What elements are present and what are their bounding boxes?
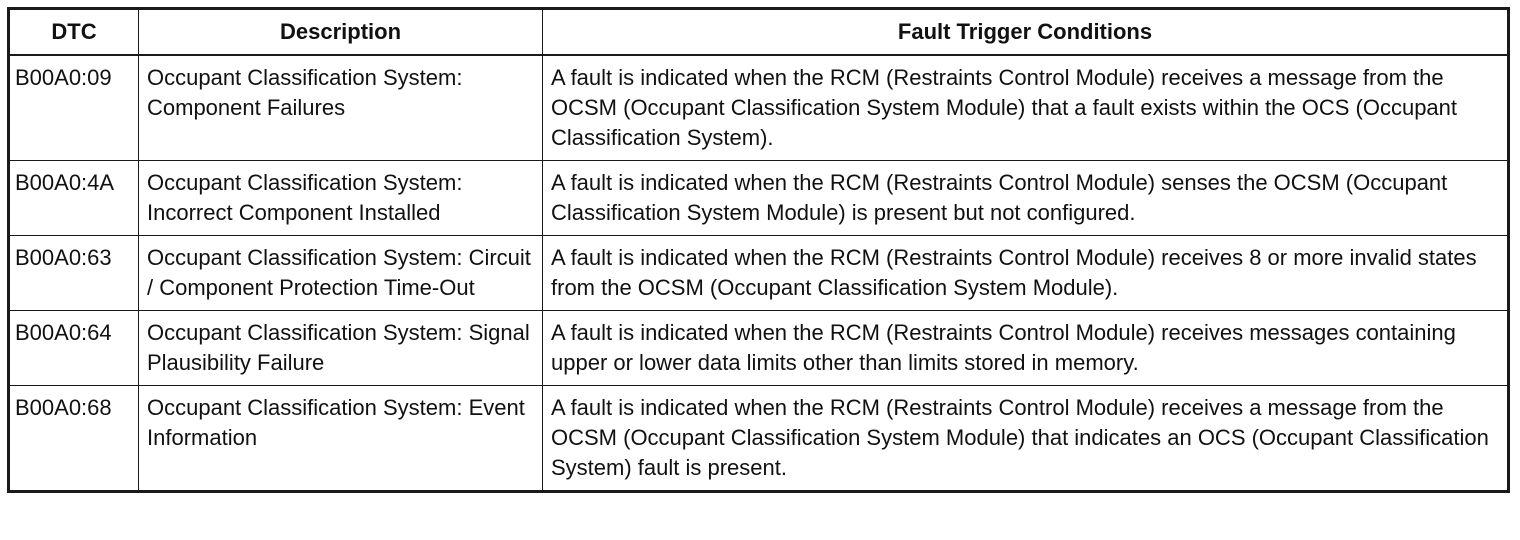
dtc-description: Occupant Classification System: Component Failures xyxy=(139,55,543,161)
table-header-row xyxy=(9,9,1509,56)
dtc-code: B00A0:63 xyxy=(9,236,139,311)
table-row xyxy=(9,386,1509,492)
table-row xyxy=(9,311,1509,386)
fault-trigger-condition: A fault is indicated when the RCM (Restraints Control Module) receives messages containing upper or lower data limits other than limits stored in memory. xyxy=(543,311,1509,386)
table-row xyxy=(9,236,1509,311)
fault-trigger-condition: A fault is indicated when the RCM (Restraints Control Module) receives 8 or more invalid states from the OCSM (Occupant Classification System Module). xyxy=(543,236,1509,311)
dtc-code: B00A0:4A xyxy=(9,161,139,236)
dtc-description: Occupant Classification System: Circuit / Component Protection Time-Out xyxy=(139,236,543,311)
header-fault-trigger-conditions: Fault Trigger Conditions xyxy=(543,9,1509,56)
dtc-table xyxy=(7,7,1510,493)
table-row xyxy=(9,55,1509,161)
fault-trigger-condition: A fault is indicated when the RCM (Restraints Control Module) senses the OCSM (Occupant Classification System Module) is present but not configured. xyxy=(543,161,1509,236)
header-dtc: DTC xyxy=(9,9,139,56)
dtc-code: B00A0:68 xyxy=(9,386,139,492)
dtc-description: Occupant Classification System: Event Information xyxy=(139,386,543,492)
fault-trigger-condition: A fault is indicated when the RCM (Restraints Control Module) receives a message from the OCSM (Occupant Classification System Module) that a fault exists within the OCS (Occupant Classification System). xyxy=(543,55,1509,161)
dtc-description: Occupant Classification System: Incorrect Component Installed xyxy=(139,161,543,236)
dtc-code: B00A0:09 xyxy=(9,55,139,161)
dtc-code: B00A0:64 xyxy=(9,311,139,386)
dtc-description: Occupant Classification System: Signal Plausibility Failure xyxy=(139,311,543,386)
table-row xyxy=(9,161,1509,236)
header-description: Description xyxy=(139,9,543,56)
fault-trigger-condition: A fault is indicated when the RCM (Restraints Control Module) receives a message from the OCSM (Occupant Classification System Module) that indicates an OCS (Occupant Classification System) fault is present. xyxy=(543,386,1509,492)
